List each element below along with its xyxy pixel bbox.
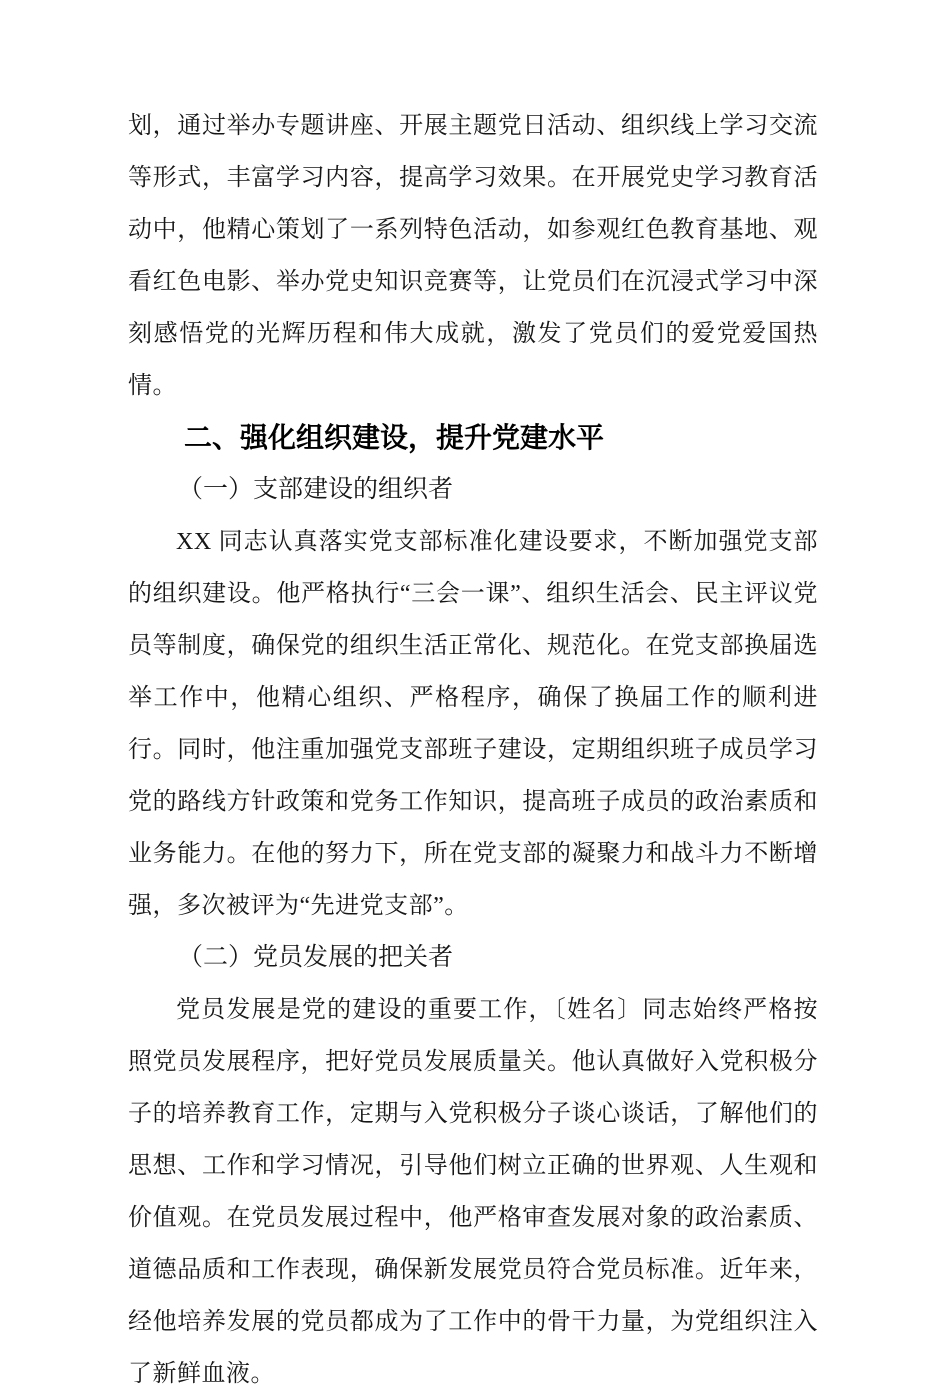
subsection-heading-2: （二）党员发展的把关者 — [178, 944, 454, 971]
section-heading: 二、强化组织建设，提升党建水平 — [184, 422, 605, 453]
subsection-heading-1: （一）支部建设的组织者 — [178, 476, 454, 503]
paragraph-member-development: 党员发展是党的建设的重要工作，〔姓名〕同志始终严格按照党员发展程序，把好党员发展质量关。他认真做好入党积极分子的培养教育工作，定期与入党积极分子谈心谈话，了解他们的思想、工作和学习情况，引导他们树立正确的世界观、人生观和价值观。在党员发展过程中，他严格审查发展对象的政治素质、道德品质和工作表现，确保新发展党员符合党员标准。近年来，经他培养发展的党员都成为了工作中的骨干力量，为党组织注入了新鲜血液。 — [128, 997, 818, 1387]
paragraph-continuation: 划，通过举办专题讲座、开展主题党日活动、组织线上学习交流等形式，丰富学习内容，提高学习效果。在开展党史学习教育活动中，他精心策划了一系列特色活动，如参观红色教育基地、观看红色电影、举办党史知识竞赛等，让党员们在沉浸式学习中深刻感悟党的光辉历程和伟大成就，激发了党员们的爱党爱国热情。 — [128, 113, 818, 399]
paragraph-branch-building: XX 同志认真落实党支部标准化建设要求，不断加强党支部的组织建设。他严格执行“三会一课”、组织生活会、民主评议党员等制度，确保党的组织生活正常化、规范化。在党支部换届选举工作中，他精心组织、严格程序，确保了换届工作的顺利进行。同时，他注重加强党支部班子建设，定期组织班子成员学习党的路线方针政策和党务工作知识，提高班子成员的政治素质和业务能力。在他的努力下，所在党支部的凝聚力和战斗力不断增强，多次被评为“先进党支部”。 — [128, 529, 818, 919]
